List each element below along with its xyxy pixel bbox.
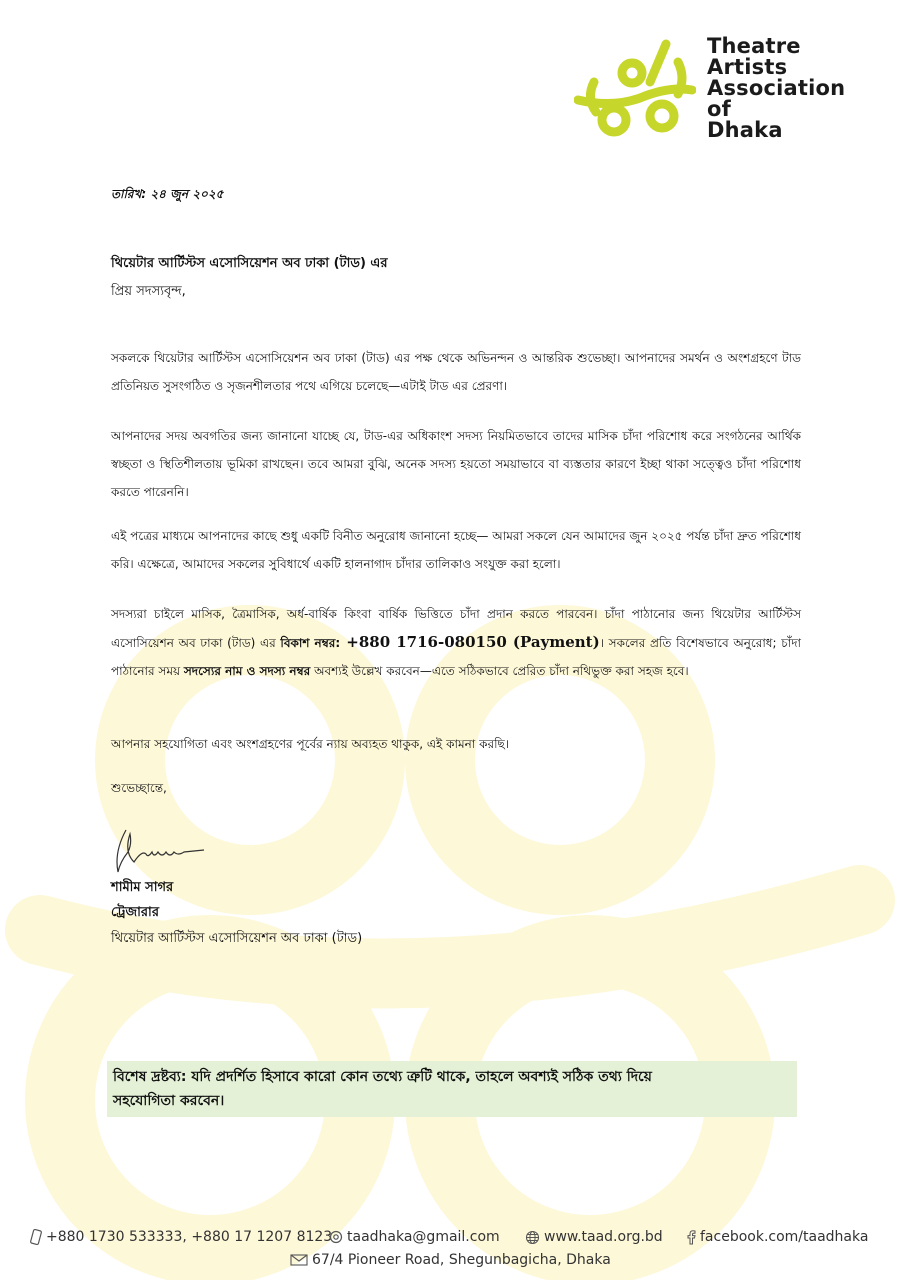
body-paragraph-2: আপনাদের সদয় অবগতির জন্য জানানো যাচ্ছে যে, টাড-এর অধিকাংশ সদস্য নিয়মিতভাবে তাদের মাসিক চাঁদা পরিশোধ করে সংগঠনের আর্থিক স্বচ্ছতা ও স্থিতিশীলতায় ভূমিকা রাখছেন। তবে আমরা বুঝি, অনেক সদস্য হয়তো সময়াভাবে বা ব্যস্ততার কারণে ইচ্ছা থাকা সত্ত্বেও চাঁদা পরিশোধ করতে পারেননি। (111, 429, 801, 499)
signer-org: থিয়েটার আর্টিস্টস এসোসিয়েশন অব ঢাকা (টাড) (111, 931, 363, 946)
recipient: থিয়েটার আর্টিস্টস এসোসিয়েশন অব ঢাকা (টাড) এর (111, 256, 388, 271)
footer-phone (30, 1229, 332, 1245)
org-name-line: Association (707, 76, 846, 100)
p4-text: অবশ্যই উল্লেখ করবেন—এতে সঠিকভাবে প্রেরিত চাঁদা নথিভুক্ত করা সহজ হবে। (310, 664, 689, 678)
at-icon (329, 1230, 343, 1244)
special-note (107, 1061, 797, 1117)
p4-text: সদস্যরা চাইলে মাসিক, ত্রৈমাসিক, অর্ধ-বার্ষিক কিংবা বার্ষিক ভিত্তিতে চাঁদা প্রদান করতে পারবেন। চাঁদা পাঠানোর জন্য থিয়েটার আর্টিস্টস এসোসিয়েশন অব ঢাকা (টাড) এর (111, 607, 801, 650)
footer-website-text: www.taad.org.bd (544, 1229, 663, 1245)
org-name-line: of (707, 97, 731, 121)
signature (108, 822, 208, 878)
note-line: বিশেষ দ্রষ্টব্য: যদি প্রদর্শিত হিসাবে কারো কোন তথ্যে ত্রুটি থাকে, তাহলে অবশ্যই সঠিক তথ্য দিয়ে (113, 1069, 652, 1085)
footer-email-text: taadhaka@gmail.com (347, 1229, 500, 1245)
body-paragraph-5: আপনার সহযোগিতা এবং অংশগ্রহণের পূর্বের ন্যায় অব্যহত থাকুক, এই কামনা করছি। (111, 737, 510, 751)
footer-facebook-text: facebook.com/taadhaka (700, 1229, 869, 1245)
footer-phone-text: +880 1730 533333, +880 17 1207 8123 (46, 1229, 333, 1245)
facebook-icon (686, 1230, 696, 1245)
footer-website[interactable] (525, 1229, 663, 1245)
signer-title: ট্রেজারার (111, 905, 159, 920)
closing: শুভেচ্ছান্তে, (111, 781, 167, 795)
globe-icon (525, 1230, 540, 1245)
taad-logo-icon (574, 38, 696, 152)
footer-address (290, 1252, 611, 1268)
org-name-line: Theatre (707, 34, 801, 58)
signer-name: শামীম সাগর (111, 880, 174, 895)
footer-address-text: 67/4 Pioneer Road, Shegunbagicha, Dhaka (312, 1252, 611, 1268)
letterhead-logo (574, 34, 864, 154)
body-paragraph-1: সকলকে থিয়েটার আর্টিস্টস এসোসিয়েশন অব ঢাকা (টাড) এর পক্ষ থেকে অভিনন্দন ও আন্তরিক শুভেচ্ছা। আপনাদের সমর্থন ও অংশগ্রহণে টাড প্রতিনিয়ত সুসংগঠিত ও সৃজনশীলতার পথে এগিয়ে চলেছে—এটাই টাড এর প্রেরণা। (111, 351, 801, 393)
org-name-line: Dhaka (707, 118, 783, 142)
body-paragraph-4 (111, 600, 801, 685)
p4-text: । সকলের প্রতি বিশেষভাবে অনুরোধ; চাঁদা পাঠানোর সময় (111, 636, 801, 678)
salutation: প্রিয় সদস্যবৃন্দ, (111, 284, 186, 299)
org-name (707, 36, 845, 141)
footer-email[interactable] (329, 1229, 500, 1245)
note-line: সহযোগিতা করবেন। (113, 1093, 225, 1109)
letter-date: তারিখ: ২৪ জুন ২০২৫ (111, 187, 224, 201)
phone-icon (30, 1229, 42, 1245)
footer-facebook[interactable] (686, 1229, 868, 1245)
bkash-label: বিকাশ নম্বর: (280, 636, 341, 650)
bkash-number: +880 1716-080150 (Payment) (340, 633, 600, 651)
member-name-number-emphasis: সদস্যের নাম ও সদস্য নম্বর (183, 664, 311, 678)
mail-icon (290, 1253, 308, 1267)
org-name-line: Artists (707, 55, 788, 79)
body-paragraph-3: এই পত্রের মাধ্যমে আপনাদের কাছে শুধু একটি বিনীত অনুরোধ জানানো হচ্ছে— আমরা সকলে যেন আমাদের জুন ২০২৫ পর্যন্ত চাঁদা দ্রুত পরিশোধ করি। এক্ষেত্রে, আমাদের সকলের সুবিধার্থে একটি হালনাগাদ চাঁদার তালিকাও সংযুক্ত করা হলো। (111, 529, 801, 571)
